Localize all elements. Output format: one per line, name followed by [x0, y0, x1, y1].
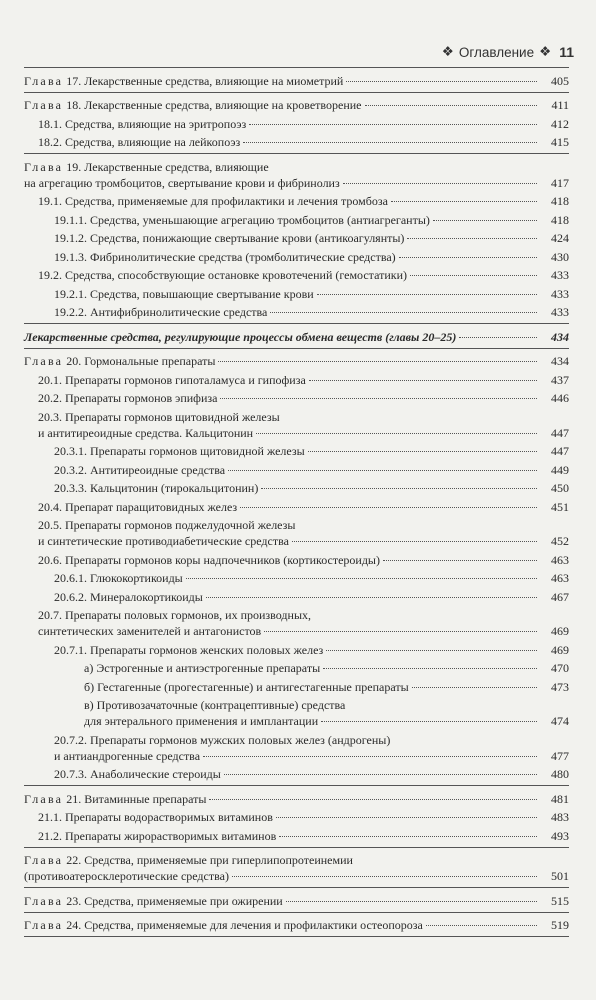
toc-page-number: 493	[551, 828, 569, 843]
toc-page-number: 415	[551, 135, 569, 149]
dot-leader	[407, 238, 537, 239]
dot-leader	[249, 124, 537, 125]
toc-page-number: 463	[551, 552, 569, 567]
toc-entry-title: для энтерального применения и имплантации	[84, 714, 319, 728]
toc-entry	[24, 286, 569, 302]
toc-section	[24, 848, 569, 889]
toc-entry-title: 20.3.2. Антитиреоидные средства	[54, 462, 226, 477]
toc-page-number: 469	[551, 642, 569, 657]
toc-page-number: 411	[551, 98, 569, 112]
dot-leader	[261, 488, 537, 489]
toc-entry	[24, 212, 569, 228]
toc-entry-title: 20.7.2. Препараты гормонов мужских половых желез (андрогены)	[54, 732, 391, 747]
toc-entry	[24, 116, 569, 132]
toc-page-number: 412	[551, 116, 569, 131]
toc-entry-title: Глава 23. Средства, применяемые при ожирении	[24, 893, 283, 908]
toc-entry	[24, 607, 569, 639]
dot-leader	[383, 560, 537, 561]
toc-section	[24, 324, 569, 349]
dot-leader	[323, 668, 537, 669]
toc-page-number: 433	[551, 268, 569, 282]
toc-page-number: 434	[551, 329, 569, 344]
toc-entry-title: 20.6.1. Глюкокортикоиды	[54, 571, 183, 585]
toc-page-number: 469	[551, 624, 569, 638]
toc-entry-title: б) Гестагенные (прогестагенные) и антигестагенные препараты	[84, 679, 409, 694]
toc-entry-title: синтетических заменителей и антагонистов	[38, 624, 262, 638]
toc-page-number: 474	[551, 714, 569, 728]
dot-leader	[433, 220, 537, 221]
toc-entry	[24, 893, 569, 909]
toc-page-number: 450	[551, 481, 569, 495]
toc-entry-title: Лекарственные средства, регулирующие процессы обмена веществ (главы 20–25)	[24, 329, 457, 344]
dot-leader	[264, 631, 537, 632]
dot-leader	[270, 312, 537, 313]
toc-page-number: 430	[551, 249, 569, 264]
toc-entry-title: (противоатеросклеротические средства)	[24, 869, 229, 883]
toc-entry	[24, 230, 569, 246]
toc-entry-title: Глава 24. Средства, применяемые для лечения и профилактики остеопороза	[24, 918, 423, 932]
toc-page-number: 519	[551, 918, 569, 932]
toc-section	[24, 888, 569, 913]
toc-page-number: 452	[551, 534, 569, 548]
dot-leader	[391, 201, 537, 202]
toc-entry	[24, 390, 569, 406]
toc-page-number: 434	[551, 354, 569, 368]
toc-page-number: 405	[551, 73, 569, 88]
chapter-label: Глава	[24, 918, 64, 932]
dot-leader	[343, 183, 537, 184]
toc-page-number: 418	[551, 194, 569, 208]
toc-entry-title: Глава 19. Лекарственные средства, влияющие	[24, 159, 269, 174]
dot-leader	[203, 756, 537, 757]
toc-page-number: 437	[551, 372, 569, 387]
chapter-label: Глава	[24, 791, 64, 806]
toc-entry-title: 20.5. Препараты гормонов поджелудочной железы	[38, 518, 296, 532]
toc-entry	[24, 679, 569, 695]
toc-page-number: 483	[551, 810, 569, 824]
toc-entry	[24, 443, 569, 459]
toc-entry	[24, 589, 569, 605]
chapter-label: Глава	[24, 98, 64, 112]
toc-entry-title: 20.7. Препараты половых гормонов, их производных,	[38, 608, 311, 622]
dot-leader	[326, 650, 537, 651]
toc-entry-title: 20.6. Препараты гормонов коры надпочечников (кортикостероиды)	[38, 552, 380, 567]
toc-entry	[24, 517, 569, 549]
toc-section	[24, 93, 569, 155]
toc-entry-title: 20.4. Препарат паращитовидных желез	[38, 499, 238, 514]
toc-section	[24, 349, 569, 787]
dot-leader	[317, 294, 537, 295]
toc-entry	[24, 852, 569, 884]
table-of-contents	[24, 67, 569, 937]
toc-entry	[24, 409, 569, 441]
toc-entry	[24, 552, 569, 568]
toc-entry-title: 20.3.1. Препараты гормонов щитовидной железы	[54, 444, 305, 458]
toc-entry-title: 20.1. Препараты гормонов гипоталамуса и гипофиза	[38, 372, 306, 387]
toc-entry	[24, 372, 569, 388]
toc-entry-title: Глава 22. Средства, применяемые при гиперлипопротеинемии	[24, 853, 353, 867]
chapter-label: Глава	[24, 893, 64, 908]
toc-page-number: 463	[551, 571, 569, 585]
dot-leader	[186, 578, 537, 579]
dot-leader	[240, 507, 537, 508]
dot-leader	[279, 836, 537, 837]
toc-entry-title: и антитиреоидные средства. Кальцитонин	[38, 425, 254, 440]
dot-leader	[459, 337, 537, 338]
chapter-label: Глава	[24, 354, 64, 368]
dot-leader	[209, 799, 537, 800]
diamond-icon: ❖	[539, 44, 552, 59]
toc-entry	[24, 917, 569, 933]
dot-leader	[410, 275, 537, 276]
dot-leader	[308, 451, 537, 452]
dot-leader	[365, 105, 538, 106]
toc-page-number: 433	[551, 305, 569, 319]
toc-page-number: 501	[551, 869, 569, 883]
toc-entry-title: 20.3. Препараты гормонов щитовидной железы	[38, 409, 280, 424]
toc-page-number: 467	[551, 589, 569, 604]
dot-leader	[292, 541, 537, 542]
toc-entry-title: 19.2.2. Антифибринолитические средства	[54, 305, 268, 319]
toc-entry	[24, 267, 569, 283]
toc-entry	[24, 159, 569, 191]
toc-entry-title: 19.2.1. Средства, повышающие свертывание крови	[54, 286, 314, 301]
toc-entry-title: 20.7.1. Препараты гормонов женских половых желез	[54, 642, 324, 657]
toc-entry-title: Глава 20. Гормональные препараты	[24, 354, 216, 368]
dot-leader	[399, 257, 537, 258]
toc-entry	[24, 570, 569, 586]
chapter-label: Глава	[24, 159, 64, 174]
toc-page-number: 447	[551, 444, 569, 458]
toc-entry	[24, 193, 569, 209]
toc-entry-title: и антиандрогенные средства	[54, 748, 201, 763]
toc-entry-title: и синтетические противодиабетические средства	[38, 534, 289, 548]
toc-entry	[24, 97, 569, 113]
toc-page-number: 417	[551, 175, 569, 190]
dot-leader	[220, 398, 537, 399]
dot-leader	[309, 380, 537, 381]
toc-page-number: 480	[551, 767, 569, 781]
toc-section	[24, 913, 569, 938]
toc-page-number: 447	[551, 425, 569, 440]
toc-entry-title: 21.1. Препараты водорастворимых витаминов	[38, 810, 273, 824]
toc-entry-title: 20.6.2. Минералокортикоиды	[54, 589, 203, 604]
toc-entry	[24, 329, 569, 345]
running-header	[442, 44, 574, 60]
dot-leader	[286, 901, 537, 902]
toc-page-number: 451	[551, 499, 569, 514]
dot-leader	[228, 470, 537, 471]
toc-entry	[24, 249, 569, 265]
toc-page-number: 477	[551, 748, 569, 763]
dot-leader	[232, 876, 537, 877]
toc-entry	[24, 732, 569, 764]
toc-entry	[24, 73, 569, 89]
toc-page-number: 473	[551, 679, 569, 694]
toc-entry-title: в) Противозачаточные (контрацептивные) средства	[84, 698, 346, 712]
toc-entry-title: на агрегацию тромбоцитов, свертывание крови и фибринолиз	[24, 175, 340, 190]
toc-entry	[24, 304, 569, 320]
toc-entry-title: 18.1. Средства, влияющие на эритропоэз	[38, 116, 247, 131]
toc-entry-title: 19.1.1. Средства, уменьшающие агрегацию тромбоцитов (антиагреганты)	[54, 212, 430, 227]
toc-page-number: 449	[551, 462, 569, 477]
toc-entry-title: Глава 21. Витаминные препараты	[24, 791, 207, 806]
toc-entry-title: 19.1.2. Средства, понижающие свертывание крови (антикоагулянты)	[54, 231, 405, 245]
toc-section	[24, 786, 569, 848]
dot-leader	[412, 687, 537, 688]
toc-entry	[24, 642, 569, 658]
dot-leader	[276, 817, 537, 818]
toc-entry	[24, 697, 569, 729]
diamond-icon: ❖	[441, 44, 454, 59]
dot-leader	[256, 433, 537, 434]
dot-leader	[346, 81, 537, 82]
toc-entry	[24, 353, 569, 369]
toc-page-number: 418	[551, 212, 569, 227]
toc-page-number: 470	[551, 661, 569, 675]
toc-entry-title: 20.3.3. Кальцитонин (тирокальцитонин)	[54, 481, 259, 495]
toc-entry-title: 19.2. Средства, способствующие остановке кровотечений (гемостатики)	[38, 268, 408, 282]
dot-leader	[224, 774, 537, 775]
dot-leader	[321, 721, 537, 722]
toc-page-number: 446	[551, 391, 569, 405]
toc-entry	[24, 462, 569, 478]
toc-page-number: 481	[551, 791, 569, 806]
page-number: 11	[559, 44, 574, 60]
toc-section	[24, 68, 569, 93]
toc-entry	[24, 809, 569, 825]
toc-entry	[24, 499, 569, 515]
dot-leader	[243, 142, 537, 143]
header-title: Оглавление	[458, 44, 535, 60]
toc-entry-title: Глава 18. Лекарственные средства, влияющие на кроветворение	[24, 98, 362, 112]
toc-entry	[24, 480, 569, 496]
dot-leader	[426, 925, 537, 926]
toc-entry-title: 19.1. Средства, применяемые для профилактики и лечения тромбоза	[38, 194, 388, 208]
toc-entry	[24, 134, 569, 150]
toc-entry	[24, 766, 569, 782]
toc-page-number: 433	[551, 286, 569, 301]
chapter-label: Глава	[24, 853, 64, 867]
toc-entry-title: а) Эстрогенные и антиэстрогенные препараты	[84, 661, 321, 675]
toc-entry	[24, 828, 569, 844]
toc-entry-title: 20.2. Препараты гормонов эпифиза	[38, 391, 218, 405]
toc-entry-title: 18.2. Средства, влияющие на лейкопоэз	[38, 135, 241, 149]
toc-entry-title: 20.7.3. Анаболические стероиды	[54, 767, 221, 781]
toc-entry-title: 21.2. Препараты жирорастворимых витаминов	[38, 828, 277, 843]
toc-page-number: 515	[551, 893, 569, 908]
toc-entry	[24, 791, 569, 807]
toc-entry	[24, 660, 569, 676]
dot-leader	[218, 361, 537, 362]
toc-entry-title: 19.1.3. Фибринолитические средства (тромболитические средства)	[54, 249, 396, 264]
chapter-label: Глава	[24, 73, 64, 88]
dot-leader	[206, 597, 537, 598]
toc-section	[24, 154, 569, 324]
toc-entry-title: Глава 17. Лекарственные средства, влияющие на миометрий	[24, 73, 344, 88]
toc-page-number: 424	[551, 231, 569, 245]
